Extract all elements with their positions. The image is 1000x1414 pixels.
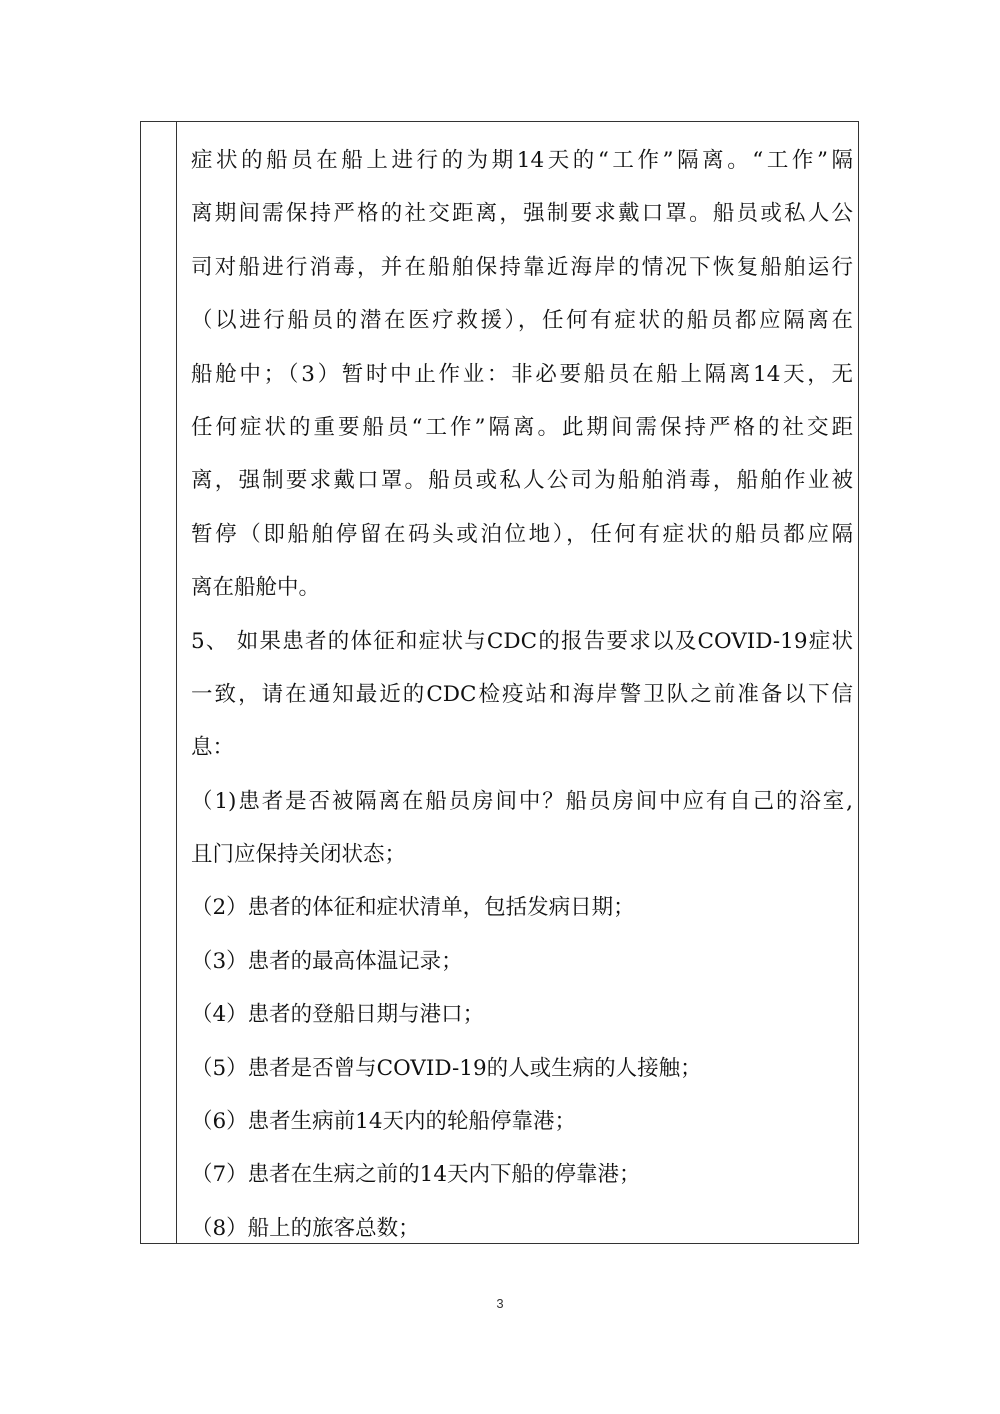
list-item-5: 5、 如果患者的体征和症状与CDC的报告要求以及COVID-19症状: [191, 628, 853, 654]
text-line: 息：: [191, 735, 235, 761]
text-line: 症状的船员在船上进行的为期14天的“工作”隔离。“工作”隔: [191, 148, 853, 173]
table-frame: [140, 121, 859, 1244]
sub-item-3: （3）患者的最高体温记录；: [191, 948, 463, 974]
sub-item-5: （5）患者是否曾与COVID-19的人或生病的人接触；: [191, 1055, 702, 1081]
sub-item-1: （1)患者是否被隔离在船员房间中？船员房间中应有自己的浴室,: [191, 788, 853, 814]
sub-item-6: （6）患者生病前14天内的轮船停靠港；: [191, 1109, 577, 1135]
text-line: 离期间需保持严格的社交距离，强制要求戴口罩。船员或私人公: [191, 201, 853, 227]
text-line: 船舱中；（3）暂时中止作业：非必要船员在船上隔离14天，无: [191, 361, 853, 387]
text-line: 任何症状的重要船员“工作”隔离。此期间需保持严格的社交距: [191, 414, 853, 440]
text-line: 一致，请在通知最近的CDC检疫站和海岸警卫队之前准备以下信: [191, 681, 853, 707]
sub-item-4: （4）患者的登船日期与港口；: [191, 1002, 485, 1028]
text-line: 且门应保持关闭状态；: [191, 842, 407, 868]
text-line: （以进行船员的潜在医疗救援），任何有症状的船员都应隔离在: [191, 308, 853, 334]
sub-item-2: （2）患者的体征和症状清单，包括发病日期；: [191, 895, 635, 921]
text-line: 司对船进行消毒，并在船舶保持靠近海岸的情况下恢复船舶运行: [191, 254, 853, 280]
sub-item-8: （8）船上的旅客总数；: [191, 1215, 420, 1241]
table-left-column: [141, 122, 177, 1243]
text-line: 离，强制要求戴口罩。船员或私人公司为船舶消毒，船舶作业被: [191, 468, 853, 494]
text-line: 暂停（即船舶停留在码头或泊位地），任何有症状的船员都应隔: [191, 521, 853, 547]
page-number: 3: [496, 1296, 504, 1311]
text-line: 离在船舱中。: [191, 575, 321, 601]
sub-item-7: （7）患者在生病之前的14天内下船的停靠港；: [191, 1162, 641, 1188]
table-content-cell: [191, 142, 853, 1263]
